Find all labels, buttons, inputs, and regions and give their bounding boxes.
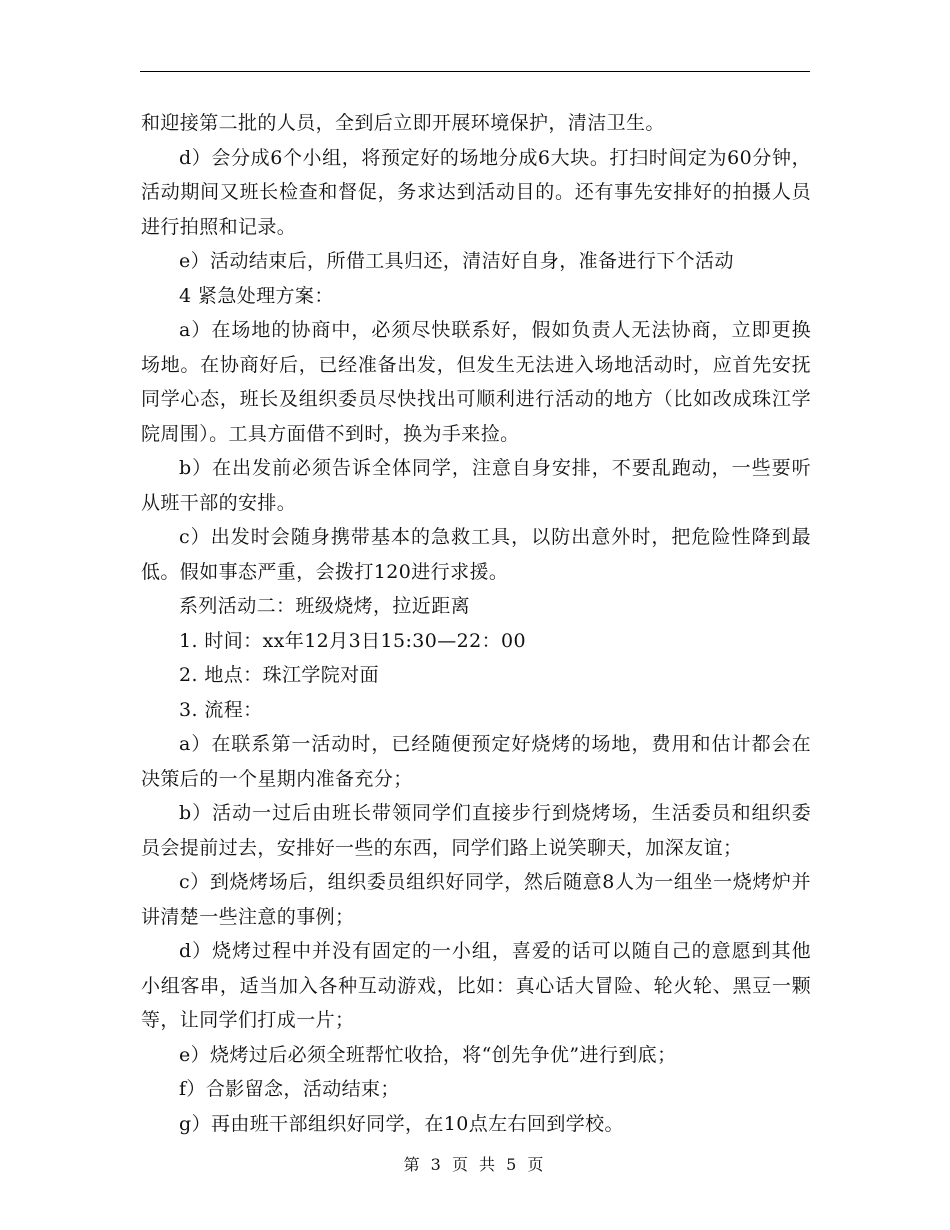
page-number-footer: 第 3 页 共 5 页 <box>403 1155 547 1174</box>
paragraph-15: e）烧烤过后必须全班帮忙收拾，将“创先争优”进行到底； <box>179 1043 677 1066</box>
paragraph-12: b）活动一过后由班长带领同学们直接步行到烧烤场，生活委员和组织委员会提前过去，安排好一些的东西，同学们路上说笑聊天，加深友谊； <box>141 802 811 859</box>
paragraph-8: 1. 时间：xx年12月3日15:30—22：00 <box>179 629 526 652</box>
paragraph-2: e）活动结束后，所借工具归还，清洁好自身，准备进行下个活动 <box>179 250 734 272</box>
paragraph-13: c）到烧烤场后，组织委员组织好同学，然后随意8人为一组坐一烧烤炉并讲清楚一些注意的事例； <box>141 871 811 928</box>
paragraph-17: g）再由班干部组织好同学，在10点左右回到学校。 <box>179 1112 624 1135</box>
paragraph-14: d）烧烤过程中并没有固定的一小组，喜爱的话可以随自己的意愿到其他小组客串，适当加入各种互动游戏，比如：真心话大冒险、轮火轮、黑豆一颗等，让同学们打成一片； <box>141 940 811 1031</box>
paragraph-7: 系列活动二：班级烧烤，拉近距离 <box>179 595 471 617</box>
paragraph-0: 和迎接第二批的人员，全到后立即开展环境保护，清洁卫生。 <box>141 112 665 134</box>
paragraph-16: f）合影留念，活动结束； <box>179 1078 400 1100</box>
paragraph-11: a）在联系第一活动时，已经随便预定好烧烤的场地，费用和估计都会在决策后的一个星期内准备充分； <box>141 733 811 790</box>
paragraph-3: 4 紧急处理方案： <box>179 284 334 307</box>
paragraph-6: c）出发时会随身携带基本的急救工具，以防出意外时，把危险性降到最低。假如事态严重，会拨打120进行求援。 <box>141 526 811 583</box>
paragraph-4: a）在场地的协商中，必须尽快联系好，假如负责人无法协商，立即更换场地。在协商好后，已经准备出发，但发生无法进入场地活动时，应首先安抚同学心态，班长及组织委员尽快找出可顺利进行活动的地方（比如改成珠江学院周围）。工具方面借不到时，换为手来捡。 <box>141 319 811 445</box>
paragraph-10: 3. 流程： <box>179 698 263 721</box>
document-body <box>141 106 811 1141</box>
header-rule <box>140 71 810 72</box>
paragraph-1: d）会分成6个小组，将预定好的场地分成6大块。打扫时间定为60分钟，活动期间又班长检查和督促，务求达到活动目的。还有事先安排好的拍摄人员进行拍照和记录。 <box>141 146 811 238</box>
paragraph-5: b）在出发前必须告诉全体同学，注意自身安排，不要乱跑动，一些要听从班干部的安排。 <box>141 457 811 514</box>
paragraph-9: 2. 地点：珠江学院对面 <box>179 664 379 686</box>
